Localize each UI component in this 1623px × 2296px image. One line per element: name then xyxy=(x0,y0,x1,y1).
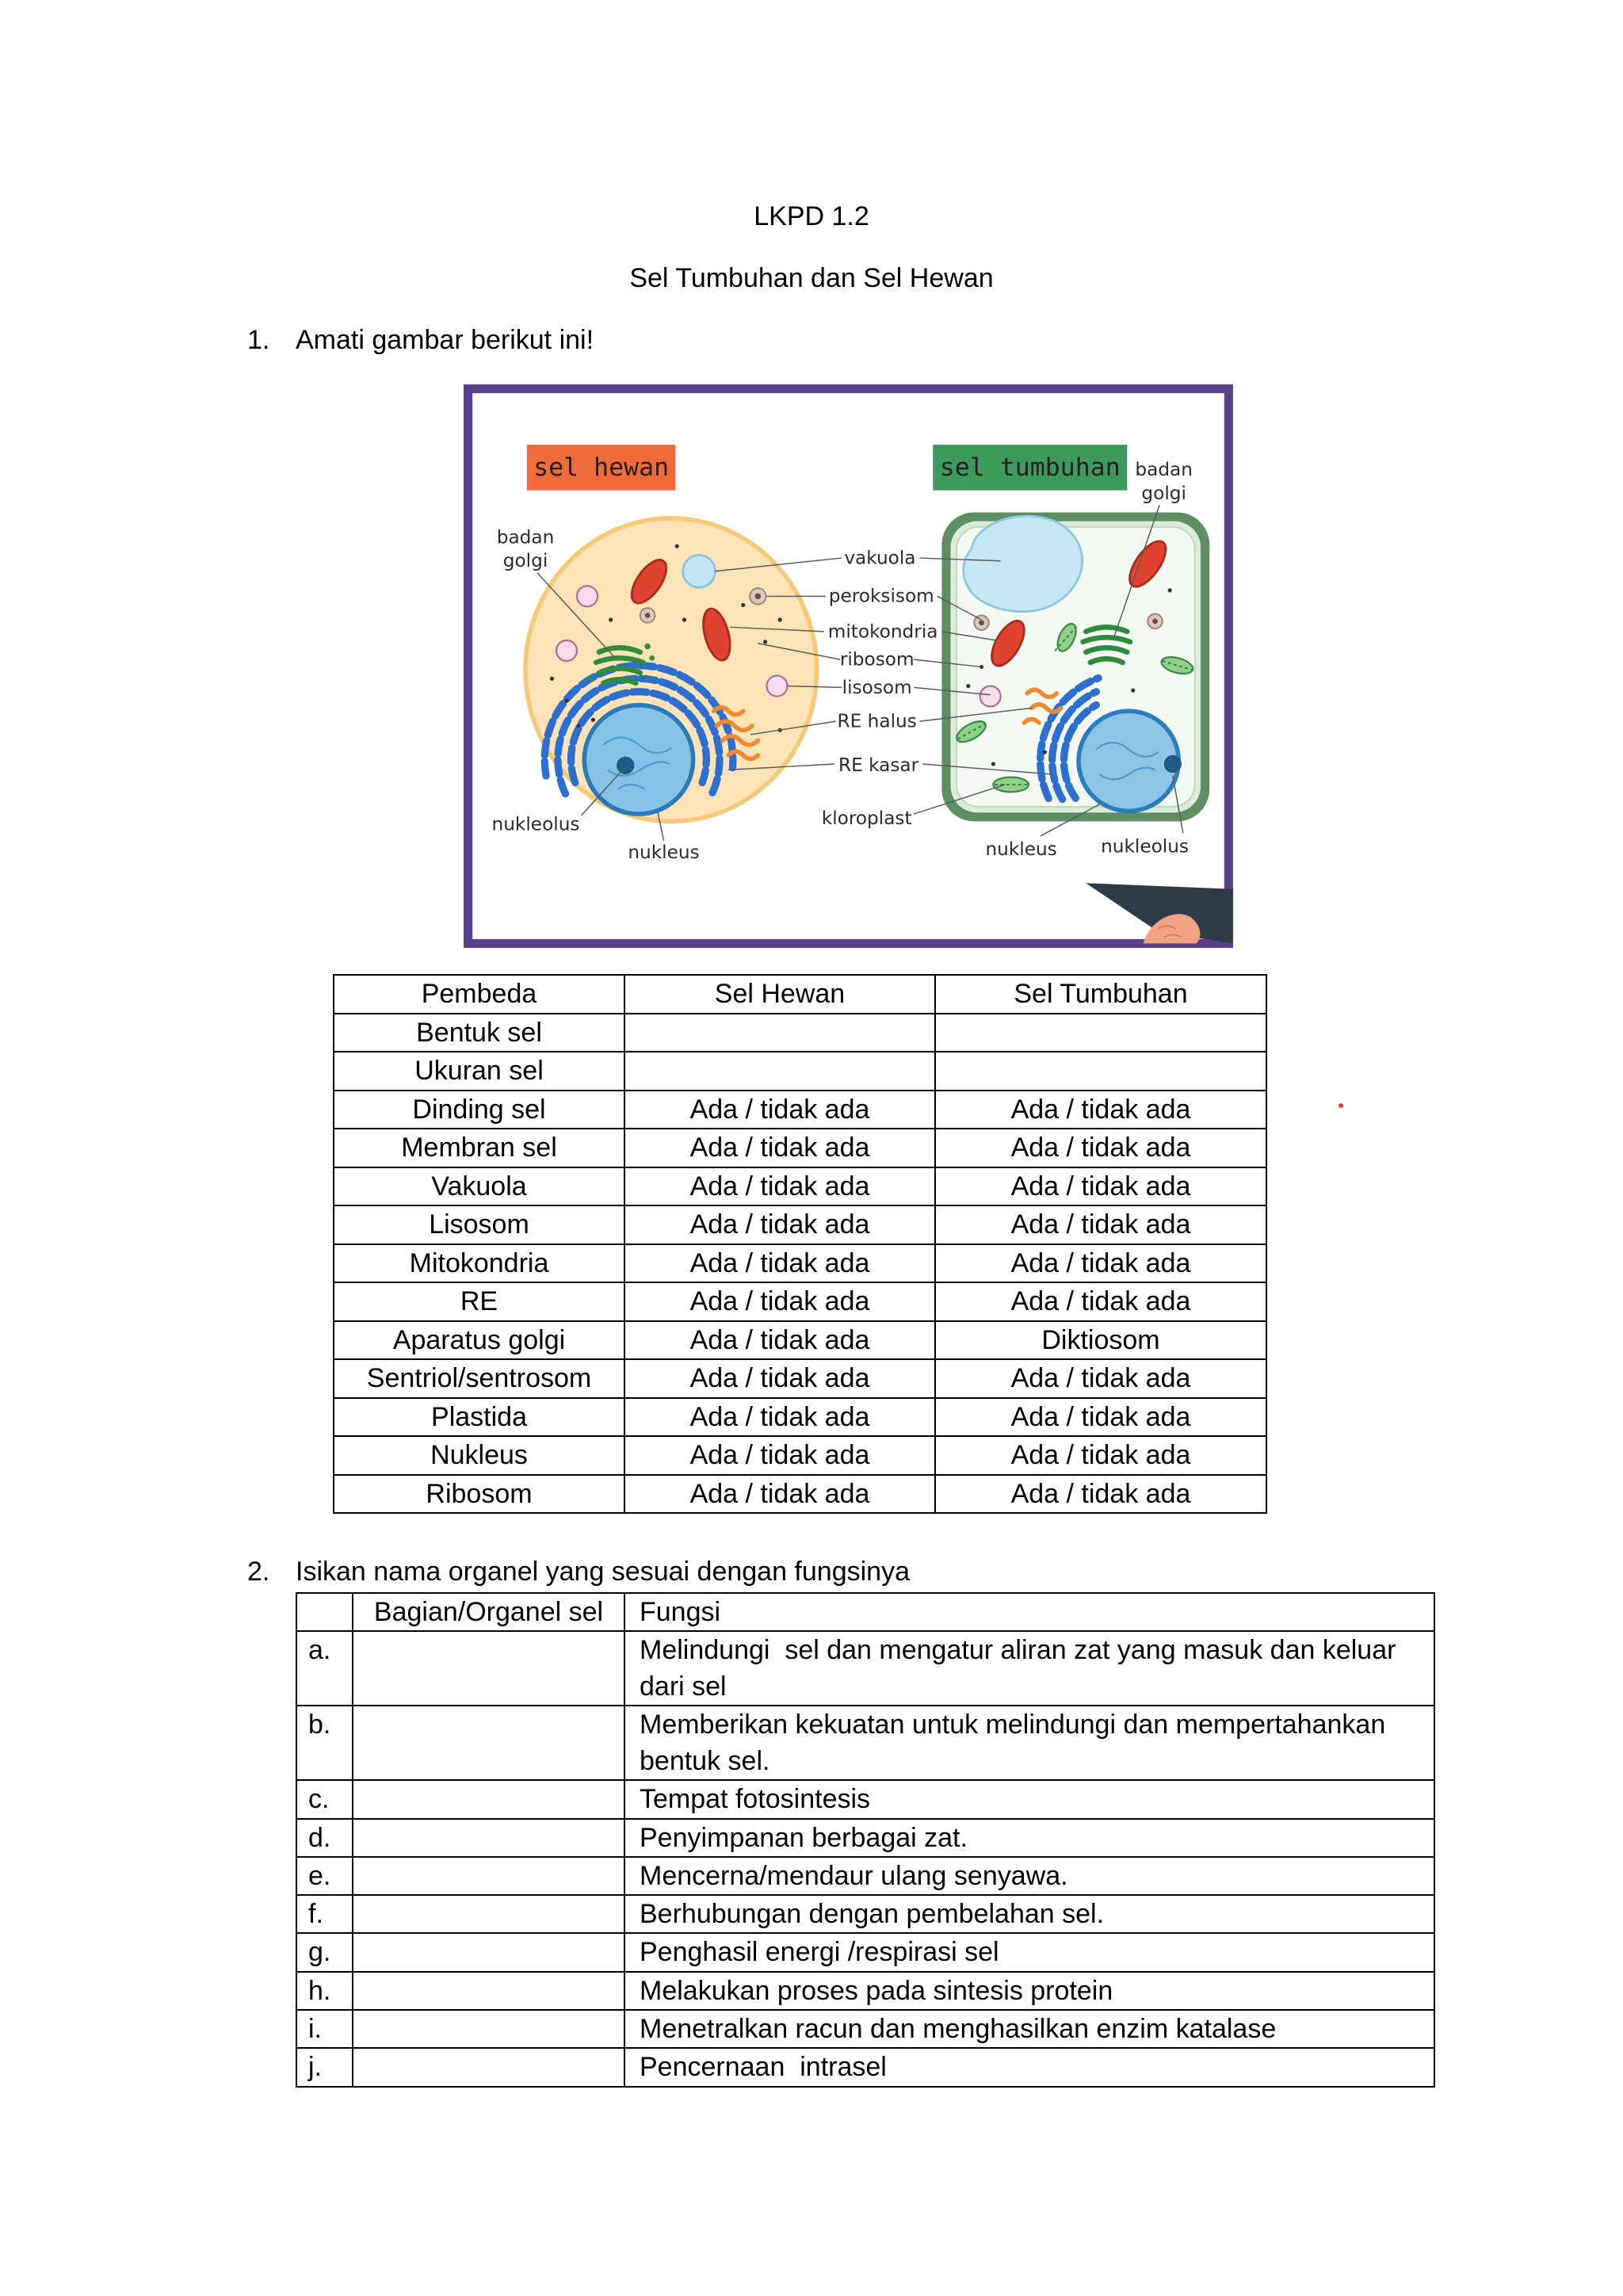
row-letter: c. xyxy=(296,1780,353,1818)
pembeda-cell: Mitokondria xyxy=(334,1244,624,1283)
table-row xyxy=(334,1244,1266,1283)
label-ribosom: ribosom xyxy=(839,648,915,670)
fungsi-cell: Pencernaan intrasel xyxy=(624,2048,1434,2086)
table-row xyxy=(334,1321,1266,1360)
plant-nucleus xyxy=(1079,711,1178,811)
label-nukleus-left: nukleus xyxy=(628,841,700,863)
fungsi-cell: Berhubungan dengan pembelahan sel. xyxy=(624,1895,1434,1933)
header-letter xyxy=(296,1593,353,1631)
sel-hewan-cell: Ada / tidak ada xyxy=(624,1244,935,1283)
table-row xyxy=(334,1129,1266,1167)
plant-lysosome xyxy=(980,686,1001,707)
table-header-row xyxy=(334,975,1266,1014)
table-row xyxy=(296,1972,1434,2010)
plant-nucleolus xyxy=(1164,755,1182,773)
table-row xyxy=(334,1282,1266,1321)
organel-answer-cell xyxy=(353,1819,624,1857)
sel-tumbuhan-cell: Ada / tidak ada xyxy=(935,1091,1266,1129)
question-2-text: Isikan nama organel yang sesuai dengan fungsinya xyxy=(296,1557,910,1587)
sel-hewan-cell: Ada / tidak ada xyxy=(624,1321,935,1360)
row-letter: f. xyxy=(296,1895,353,1933)
sel-tumbuhan-cell: Ada / tidak ada xyxy=(935,1436,1266,1475)
organel-answer-cell xyxy=(353,2048,624,2086)
fungsi-cell: Menetralkan racun dan menghasilkan enzim katalase xyxy=(624,2010,1434,2048)
table-row xyxy=(334,1167,1266,1206)
sel-tumbuhan-cell: Diktiosom xyxy=(935,1321,1266,1360)
svg-text:badan: badan xyxy=(496,526,555,548)
fungsi-cell: Penghasil energi /respirasi sel xyxy=(624,1933,1434,1971)
header-pembeda: Pembeda xyxy=(334,975,624,1014)
sel-tumbuhan-cell: Ada / tidak ada xyxy=(935,1129,1266,1167)
cell-comparison-figure xyxy=(464,384,1233,948)
organel-answer-cell xyxy=(353,1972,624,2010)
plant-cell-tag xyxy=(933,445,1127,491)
table-row xyxy=(296,1780,1434,1818)
sel-tumbuhan-cell xyxy=(935,1014,1266,1052)
pembeda-cell: Ukuran sel xyxy=(334,1052,624,1091)
sel-tumbuhan-cell: Ada / tidak ada xyxy=(935,1398,1266,1437)
row-letter: i. xyxy=(296,2010,353,2048)
pembeda-cell: Lisosom xyxy=(334,1205,624,1244)
header-organel: Bagian/Organel sel xyxy=(353,1593,624,1631)
table-row xyxy=(296,2048,1434,2086)
label-nukleus-right: nukleus xyxy=(985,839,1057,861)
pembeda-cell: Bentuk sel xyxy=(334,1014,624,1052)
plant-cell-tag-label: sel tumbuhan xyxy=(939,453,1121,483)
organel-answer-cell xyxy=(353,1631,624,1706)
sel-tumbuhan-cell: Ada / tidak ada xyxy=(935,1475,1266,1514)
plant-cell xyxy=(941,513,1209,822)
sel-hewan-cell: Ada / tidak ada xyxy=(624,1398,935,1437)
pembeda-cell: Aparatus golgi xyxy=(334,1321,624,1360)
table-row xyxy=(296,2010,1434,2048)
header-sel-hewan: Sel Hewan xyxy=(624,975,935,1014)
animal-cell-tag xyxy=(527,445,675,491)
row-letter: d. xyxy=(296,1819,353,1857)
sel-tumbuhan-cell xyxy=(935,1052,1266,1091)
row-letter: a. xyxy=(296,1631,353,1706)
label-kloroplast: kloroplast xyxy=(821,808,912,830)
label-lisosom: lisosom xyxy=(842,676,912,698)
organel-answer-cell xyxy=(353,1895,624,1933)
fungsi-cell: Mencerna/mendaur ulang senyawa. xyxy=(624,1857,1434,1895)
label-mitokondria: mitokondria xyxy=(827,621,938,643)
row-letter: j. xyxy=(296,2048,353,2086)
plant-vacuole xyxy=(964,516,1083,612)
row-letter: h. xyxy=(296,1972,353,2010)
table-row xyxy=(334,1091,1266,1129)
fungsi-cell: Melindungi sel dan mengatur aliran zat yang masuk dan keluar dari sel xyxy=(624,1631,1434,1706)
table-row xyxy=(334,1475,1266,1514)
marker-dot xyxy=(1338,1103,1343,1108)
organel-answer-cell xyxy=(353,1933,624,1971)
label-nukleolus-left: nukleolus xyxy=(491,813,580,835)
sel-hewan-cell xyxy=(624,1052,935,1091)
animal-vacuole xyxy=(683,555,716,587)
sel-hewan-cell: Ada / tidak ada xyxy=(624,1359,935,1398)
fungsi-cell: Penyimpanan berbagai zat. xyxy=(624,1819,1434,1857)
organelle-function-table xyxy=(296,1592,1435,2088)
worksheet-title: LKPD 1.2 xyxy=(754,201,869,231)
fungsi-cell: Melakukan proses pada sintesis protein xyxy=(624,1972,1434,2010)
table-row xyxy=(296,1857,1434,1895)
header-fungsi: Fungsi xyxy=(624,1593,1434,1631)
sel-hewan-cell xyxy=(624,1014,935,1052)
fungsi-cell: Tempat fotosintesis xyxy=(624,1780,1434,1818)
table-row xyxy=(296,1895,1434,1933)
table-row xyxy=(334,1205,1266,1244)
row-letter: b. xyxy=(296,1706,353,1780)
organel-answer-cell xyxy=(353,1706,624,1780)
comparison-table xyxy=(333,974,1267,1514)
animal-cell-tag-label: sel hewan xyxy=(533,453,670,483)
svg-text:badan: badan xyxy=(1135,459,1193,481)
pembeda-cell: Sentriol/sentrosom xyxy=(334,1359,624,1398)
table-row xyxy=(296,1706,1434,1780)
question-1-number: 1. xyxy=(247,325,270,355)
header-sel-tumbuhan: Sel Tumbuhan xyxy=(935,975,1266,1014)
pembeda-cell: Dinding sel xyxy=(334,1091,624,1129)
pembeda-cell: Plastida xyxy=(334,1398,624,1437)
sel-hewan-cell: Ada / tidak ada xyxy=(624,1205,935,1244)
question-1-text: Amati gambar berikut ini! xyxy=(296,325,594,355)
svg-text:golgi: golgi xyxy=(502,550,548,572)
pembeda-cell: RE xyxy=(334,1282,624,1321)
organel-answer-cell xyxy=(353,1780,624,1818)
table-row xyxy=(334,1436,1266,1475)
label-vakuola: vakuola xyxy=(844,547,916,569)
sel-hewan-cell: Ada / tidak ada xyxy=(624,1167,935,1206)
worksheet-subtitle: Sel Tumbuhan dan Sel Hewan xyxy=(629,263,994,293)
row-letter: g. xyxy=(296,1933,353,1971)
sel-hewan-cell: Ada / tidak ada xyxy=(624,1436,935,1475)
organel-answer-cell xyxy=(353,1857,624,1895)
animal-nucleolus xyxy=(617,757,634,774)
sel-tumbuhan-cell: Ada / tidak ada xyxy=(935,1167,1266,1206)
svg-text:golgi: golgi xyxy=(1141,482,1186,504)
organel-answer-cell xyxy=(353,2010,624,2048)
sel-hewan-cell: Ada / tidak ada xyxy=(624,1282,935,1321)
sel-hewan-cell: Ada / tidak ada xyxy=(624,1475,935,1514)
row-letter: e. xyxy=(296,1857,353,1895)
label-nukleolus-right: nukleolus xyxy=(1101,835,1190,858)
pembeda-cell: Membran sel xyxy=(334,1129,624,1167)
animal-cell xyxy=(525,518,817,821)
pembeda-cell: Nukleus xyxy=(334,1436,624,1475)
pembeda-cell: Ribosom xyxy=(334,1475,624,1514)
table-row xyxy=(334,1014,1266,1052)
label-peroksisom: peroksisom xyxy=(828,585,934,607)
question-2-number: 2. xyxy=(247,1557,270,1587)
table-header-row xyxy=(296,1593,1434,1631)
table-row xyxy=(296,1631,1434,1706)
sel-hewan-cell: Ada / tidak ada xyxy=(624,1091,935,1129)
sel-tumbuhan-cell: Ada / tidak ada xyxy=(935,1359,1266,1398)
table-row xyxy=(334,1052,1266,1091)
animal-nucleus xyxy=(584,705,693,814)
sel-hewan-cell: Ada / tidak ada xyxy=(624,1129,935,1167)
fungsi-cell: Memberikan kekuatan untuk melindungi dan mempertahankan bentuk sel. xyxy=(624,1706,1434,1780)
label-re-kasar: RE kasar xyxy=(838,755,919,777)
sel-tumbuhan-cell: Ada / tidak ada xyxy=(935,1282,1266,1321)
sel-tumbuhan-cell: Ada / tidak ada xyxy=(935,1205,1266,1244)
table-row xyxy=(296,1933,1434,1971)
label-re-halus: RE halus xyxy=(837,710,917,732)
sel-tumbuhan-cell: Ada / tidak ada xyxy=(935,1244,1266,1283)
cell-diagram xyxy=(464,384,1233,948)
table-row xyxy=(334,1398,1266,1437)
pembeda-cell: Vakuola xyxy=(334,1167,624,1206)
table-row xyxy=(334,1359,1266,1398)
table-row xyxy=(296,1819,1434,1857)
